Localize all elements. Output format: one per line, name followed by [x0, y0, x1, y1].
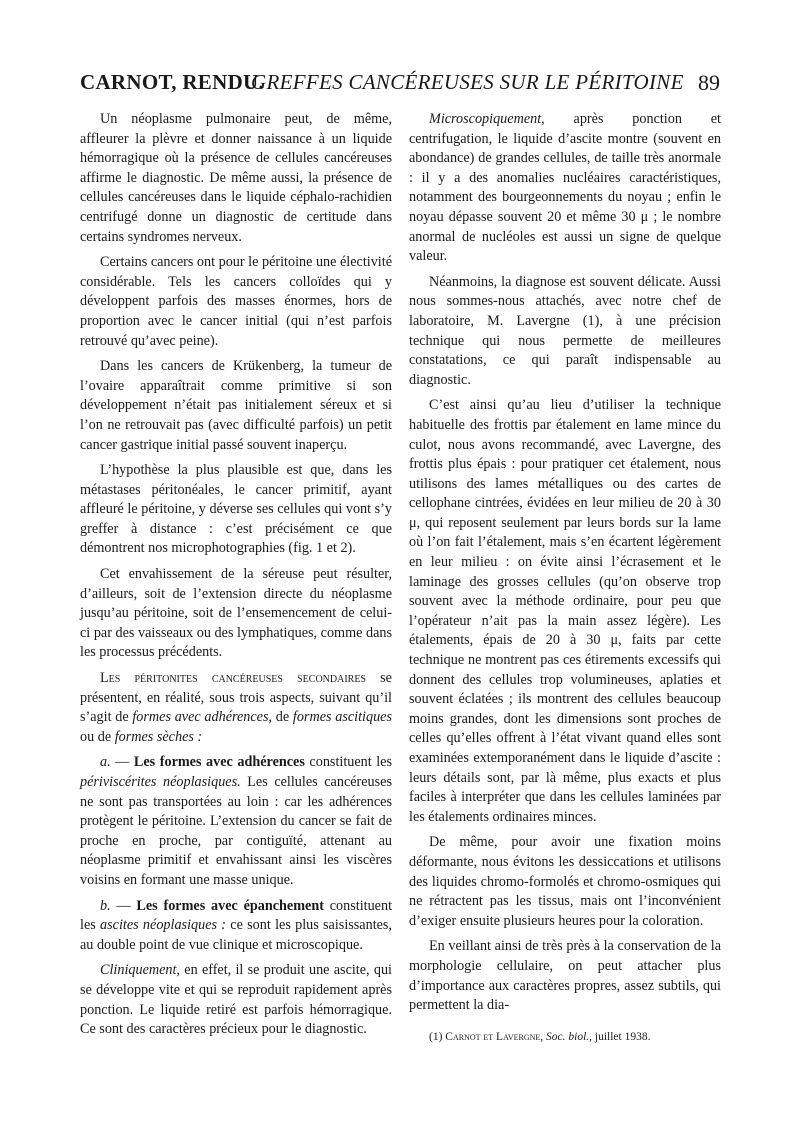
- text-run: Néanmoins, la diagnose est souvent délicate. Aussi nous sommes-nous attachés, avec notre chef de laboratoire, M. Lavergne: [409, 273, 721, 329]
- footnote-source: Soc. biol.: [546, 1031, 590, 1043]
- paragraph: Certains cancers ont pour le péritoine une électivité considérable. Tels les cancers colloïdes qui y développent parfois des masses énormes, hors de proportion avec le cancer initial (qui n’est parfois retrouvé qu’avec peine).: [80, 254, 392, 349]
- paragraph: [80, 669, 392, 747]
- footnote-date: , juillet 1938.: [589, 1031, 651, 1043]
- paragraph: [80, 753, 392, 890]
- item-label: a.: [100, 754, 111, 771]
- paragraph: Dans les cancers de Krükenberg, la tumeur de l’ovaire apparaîtrait comme primitive si son développement n’était pas initialement séreux et si l’on ne retrouvait pas (avec difficulté parfois) un petit cancer gastrique initial passé souvent inaperçu.: [80, 358, 392, 453]
- text-run: —: [110, 754, 134, 771]
- paragraph: C’est ainsi qu’au lieu d’utiliser la technique habituelle des frottis par étalement en lame mince du culot, nous avons recommandé, avec Lavergne, des frottis plus épais : pour pratiquer cet étalement, nous utilisons des lames métalliques ou des cartes de cellophane cintrées, évidées en leur milieu de 20 à 30 μ, qui reposent seulement par leurs bords sur la lame où l’on fait l’étalement, mais s’en écartent légèrement en leur milieu : on évite ainsi l’écrasement et le laminage des grosses cellules (qu’on observe trop souvent avec la méthode ordinaire, pour peu que l’opérateur n’ait pas la main assez légère). Les étalements, épais de 20 à 30 μ, faits par cette technique ne montrent pas ces étirements excessifs qui donnent des cellules trop volumineuses, aplaties et souvent éclatées ; ils montrent des cellules beaucoup moins grandes, dont les dimensions sont proches de celles qu’elles offrent à l’état vivant quand elles sont examinées extemporanément dans le liquide d’ascite : leurs détails sont, par là même, plus exacts et plus faciles à interpréter que dans les cellules laminées par les étalements ordinaires minces.: [409, 397, 721, 825]
- text-run: Les cellules cancéreuses ne sont pas transportées au loin : car les adhérences protègent le péritoine. L’extension du cancer se fait de proche en proche, par contiguïté, attenant au néoplasme primitif et envahissant ainsi les viscères voisins en formant une masse unique.: [80, 774, 392, 888]
- item-label: b.: [100, 897, 111, 914]
- text-run: , à une précision technique qui nous permette de meilleures constatations, ce qui paraît indispensable au diagnostic.: [409, 312, 721, 388]
- footnote-ref: (1): [582, 312, 600, 329]
- small-caps-heading: Les péritonites cancéreuses secondaires: [100, 670, 366, 687]
- text-run: ou de: [80, 728, 115, 745]
- page-number: 89: [698, 70, 720, 95]
- bold-run: Les formes avec épanchement: [136, 897, 324, 914]
- paragraph: Un néoplasme pulmonaire peut, de même, affleurer la plèvre et donner naissance à un liquide hémorragique où la présence de cellules cancéreuses affirme le diagnostic. De même aussi, la présence de cellules cancéreuses dans le liquide céphalo-rachidien centrifugé donne un diagnostic de certitude dans certains syndromes nerveux.: [80, 111, 392, 245]
- text-run: —: [110, 897, 137, 914]
- header-title: GREFFES CANCÉREUSES SUR LE PÉRITOINE: [251, 70, 684, 94]
- text-run: en effet, il se produit une ascite, qui se développe vite et qui se reproduit rapidement après ponction. Le liquide retiré est parfois hémorragique. Ce sont des caractères précieux pour le diagnostic.: [80, 962, 392, 1038]
- paragraph: [409, 273, 721, 391]
- text-run: se présentent, en réalité, sous trois aspects, suivant qu’il s’agit de: [80, 670, 392, 726]
- italic-run: formes ascitiques: [292, 709, 392, 726]
- bold-run: Les formes avec adhérences: [133, 754, 305, 771]
- paragraph: Cet envahissement de la séreuse peut résulter, d’ailleurs, soit de l’extension directe du néoplasme jusqu’au péritoine, soit de l’ensemencement de celui-ci par des vaisseaux ou des lymphatiques, comme dans les processus précédents.: [80, 566, 392, 661]
- paragraph: L’hypothèse la plus plausible est que, dans les métastases péritonéales, le cancer primitif, ayant affleuré le péritoine, y déverse ses cellules qui vont s’y greffer à distance : c’est précisément ce que démontrent nos microphotographies (fig. 1 et 2).: [80, 462, 392, 557]
- right-column: [409, 110, 721, 1016]
- text-run: ce sont les plus saisissantes, au double point de vue clinique et microscopique.: [80, 917, 393, 953]
- paragraph: [80, 961, 392, 1039]
- running-header: [80, 70, 720, 102]
- header-authors: CARNOT, RENDU.: [80, 70, 265, 94]
- italic-run: formes sèches :: [114, 728, 203, 745]
- italic-run: Microscopiquement,: [429, 111, 545, 127]
- paragraph: [409, 110, 721, 267]
- text-run: après ponction et centrifugation, le liquide d’ascite montre (souvent en abondance) de grandes cellules, de taille très anormale : il y a des anomalies nucléaires caractéristiques, notamment des bourgeonnements du noyau ; enfin le noyau dépasse souvent 20 et même 30 μ ; le nombre anormal de nucléoles est aussi un signe de quelque valeur.: [409, 111, 721, 265]
- left-column: [80, 110, 392, 1040]
- paragraph: En veillant ainsi de très près à la conservation de la morphologie cellulaire, on peut attacher plus d’importance aux caractères propres, assez subtils, qui permettent la dia-: [409, 938, 721, 1014]
- text-run: constituent les: [80, 897, 393, 934]
- paragraph: De même, pour avoir une fixation moins déformante, nous évitons les dessiccations et utilisons des liquides chromo-formolés et chromo-osmiques qui ne rétractent pas les tissus, mais ont l’inconvénient d’exiger ensuite plusieurs heures pour la coloration.: [409, 834, 721, 929]
- footnote: [429, 1030, 729, 1045]
- paragraph: [80, 897, 392, 956]
- italic-run: ascites néoplasiques :: [100, 917, 227, 934]
- text-run: , de: [268, 709, 293, 726]
- italic-run: Cliniquement,: [100, 962, 180, 979]
- text-run: constituent les: [304, 754, 392, 771]
- italic-run: périviscérites néoplasiques.: [80, 774, 241, 790]
- footnote-number: (1): [429, 1031, 443, 1043]
- footnote-authors: Carnot et Lavergne,: [442, 1031, 547, 1043]
- italic-run: formes avec adhérences: [132, 709, 269, 726]
